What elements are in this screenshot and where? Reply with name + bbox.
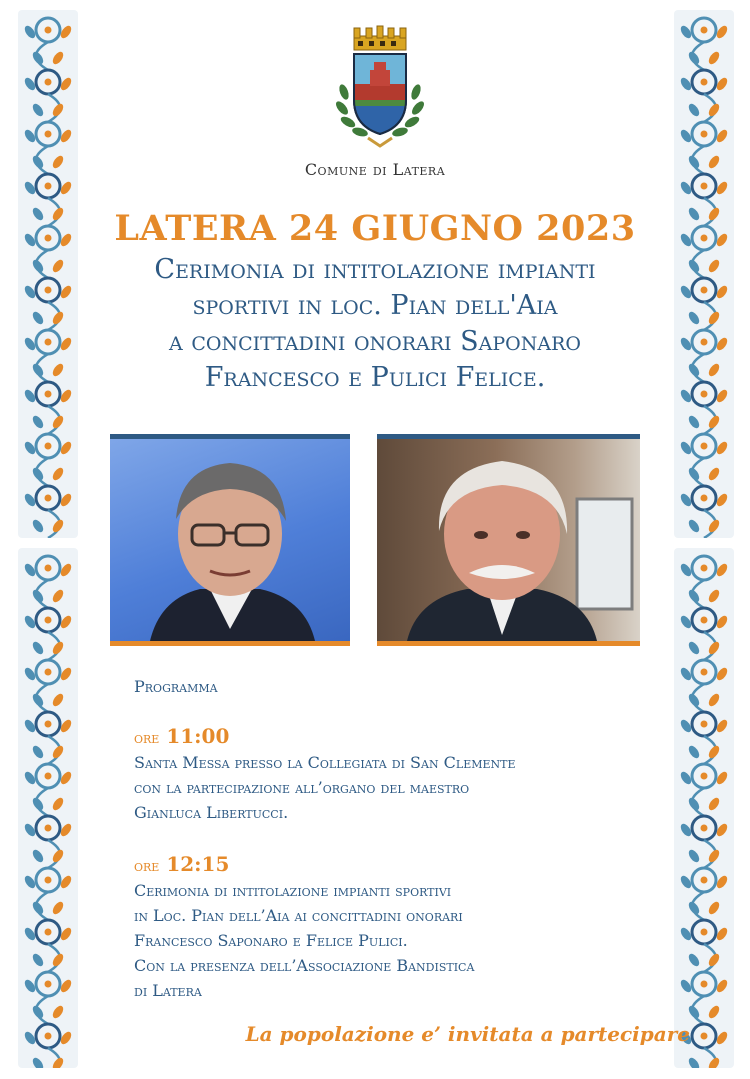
ornament-leaf: [51, 466, 66, 482]
ornament-leaf: [687, 518, 702, 534]
ornament-leaf: [31, 1056, 46, 1068]
ornament-pattern: [674, 548, 734, 1068]
ornamental-border-right-top: [674, 10, 734, 538]
ornament-dot: [701, 773, 708, 780]
ornament-dot: [701, 721, 708, 728]
ornament-leaf: [51, 588, 66, 604]
event-description-line: Cerimonia di intitolazione impianti sportivi: [134, 881, 452, 900]
subtitle-line: Cerimonia di intitolazione impianti: [154, 254, 596, 285]
event-description-line: Con la presenza dell’Associazione Bandistica: [134, 956, 475, 975]
ornament-leaf: [687, 744, 702, 760]
ornament-leaf: [51, 258, 66, 274]
ornament-dot: [45, 443, 52, 450]
ornament-dot: [45, 287, 52, 294]
ornament-dot: [701, 287, 708, 294]
ornament-dot: [701, 443, 708, 450]
ornament-dot: [701, 565, 708, 572]
ornament-leaf: [687, 1056, 702, 1068]
ornament-dot: [701, 981, 708, 988]
ornament-dot: [701, 27, 708, 34]
ornament-leaf: [687, 102, 702, 118]
ornament-dot: [45, 339, 52, 346]
ornamental-border-right-bottom: [674, 548, 734, 1068]
ornament-leaf: [687, 414, 702, 430]
shield-icon: [354, 54, 406, 134]
event-time-prefix: ore: [134, 728, 160, 747]
program-title: Programma: [134, 677, 218, 696]
event-description-line: in Loc. Pian dell’Aia ai concittadini onorari: [134, 906, 463, 925]
ornament-leaf: [687, 848, 702, 864]
ornament-dot: [701, 929, 708, 936]
ornament-dot: [45, 669, 52, 676]
municipality-name: Comune di Latera: [304, 160, 446, 179]
ornament-leaf: [707, 692, 722, 708]
subtitle-line: a concittadini onorari Saponaro: [169, 326, 581, 357]
subtitle-line: sportivi in loc. Pian dell'Aia: [192, 290, 558, 321]
ornament-dot: [45, 773, 52, 780]
ornament-leaf: [31, 102, 46, 118]
event-time: [134, 852, 229, 876]
event-description-line: Francesco Saponaro e Felice Pulici.: [134, 931, 408, 950]
event-subtitle: [90, 252, 660, 396]
ornament-pattern: [18, 548, 78, 1068]
ornament-leaf: [707, 258, 722, 274]
ornament-leaf: [51, 50, 66, 66]
ornament-leaf: [51, 900, 66, 916]
event-time: [134, 724, 229, 748]
ornament-leaf: [707, 466, 722, 482]
ornament-leaf: [31, 952, 46, 968]
crown-icon: [354, 26, 406, 50]
ornament-dot: [45, 565, 52, 572]
ornament-dot: [45, 825, 52, 832]
ornament-leaf: [707, 50, 722, 66]
event-time-value: 11:00: [166, 724, 230, 748]
ornament-leaf: [707, 1004, 722, 1020]
event-description: [134, 750, 654, 825]
ornament-dot: [701, 339, 708, 346]
ornament-leaf: [31, 848, 46, 864]
ornament-leaf: [707, 362, 722, 378]
event-description-line: Gianluca Libertucci.: [134, 803, 289, 822]
portrait-photo-right: [377, 434, 640, 646]
ornament-dot: [45, 27, 52, 34]
ornamental-border-left-top: [18, 10, 78, 538]
event-description-line: con la partecipazione all’organo del maestro: [134, 778, 470, 797]
ornament-dot: [701, 183, 708, 190]
ornament-dot: [45, 929, 52, 936]
ornament-leaf: [31, 744, 46, 760]
ornament-leaf: [51, 796, 66, 812]
ornament-dot: [701, 877, 708, 884]
ornament-dot: [45, 495, 52, 502]
ornament-leaf: [687, 952, 702, 968]
ornament-leaf: [707, 796, 722, 812]
event-description-line: di Latera: [134, 981, 202, 1000]
ornament-leaf: [707, 900, 722, 916]
ornament-dot: [701, 79, 708, 86]
subtitle-line: Francesco e Pulici Felice.: [204, 362, 546, 393]
ornament-dot: [45, 721, 52, 728]
ornament-leaf: [31, 414, 46, 430]
ornament-dot: [45, 617, 52, 624]
ornament-dot: [701, 391, 708, 398]
coat-of-arms-emblem: [330, 22, 430, 154]
ornament-dot: [45, 79, 52, 86]
ornament-dot: [701, 825, 708, 832]
ornamental-border-left-bottom: [18, 548, 78, 1068]
ornament-leaf: [51, 362, 66, 378]
portrait-photo-left: [110, 434, 350, 646]
ornament-dot: [701, 131, 708, 138]
ornament-dot: [45, 183, 52, 190]
event-time-prefix: ore: [134, 856, 160, 875]
event-description: [134, 878, 654, 1003]
ornament-dot: [701, 617, 708, 624]
event-description-line: Santa Messa presso la Collegiata di San Clemente: [134, 753, 516, 772]
invitation-line: La popolazione e’ invitata a partecipare: [245, 1022, 690, 1046]
ornament-dot: [701, 669, 708, 676]
ornament-leaf: [687, 640, 702, 656]
ornament-leaf: [31, 518, 46, 534]
ornament-leaf: [687, 310, 702, 326]
ornament-dot: [701, 1033, 708, 1040]
ornament-leaf: [707, 588, 722, 604]
ornament-leaf: [31, 310, 46, 326]
ornament-dot: [45, 391, 52, 398]
ornament-leaf: [31, 640, 46, 656]
ornament-pattern: [674, 10, 734, 538]
ornament-dot: [45, 981, 52, 988]
ornament-leaf: [51, 1004, 66, 1020]
event-time-value: 12:15: [166, 852, 230, 876]
ornament-leaf: [51, 692, 66, 708]
ornament-dot: [45, 877, 52, 884]
event-date-headline: LATERA 24 GIUGNO 2023: [114, 208, 636, 249]
ornament-pattern: [18, 10, 78, 538]
ornament-dot: [45, 131, 52, 138]
ornament-dot: [701, 495, 708, 502]
